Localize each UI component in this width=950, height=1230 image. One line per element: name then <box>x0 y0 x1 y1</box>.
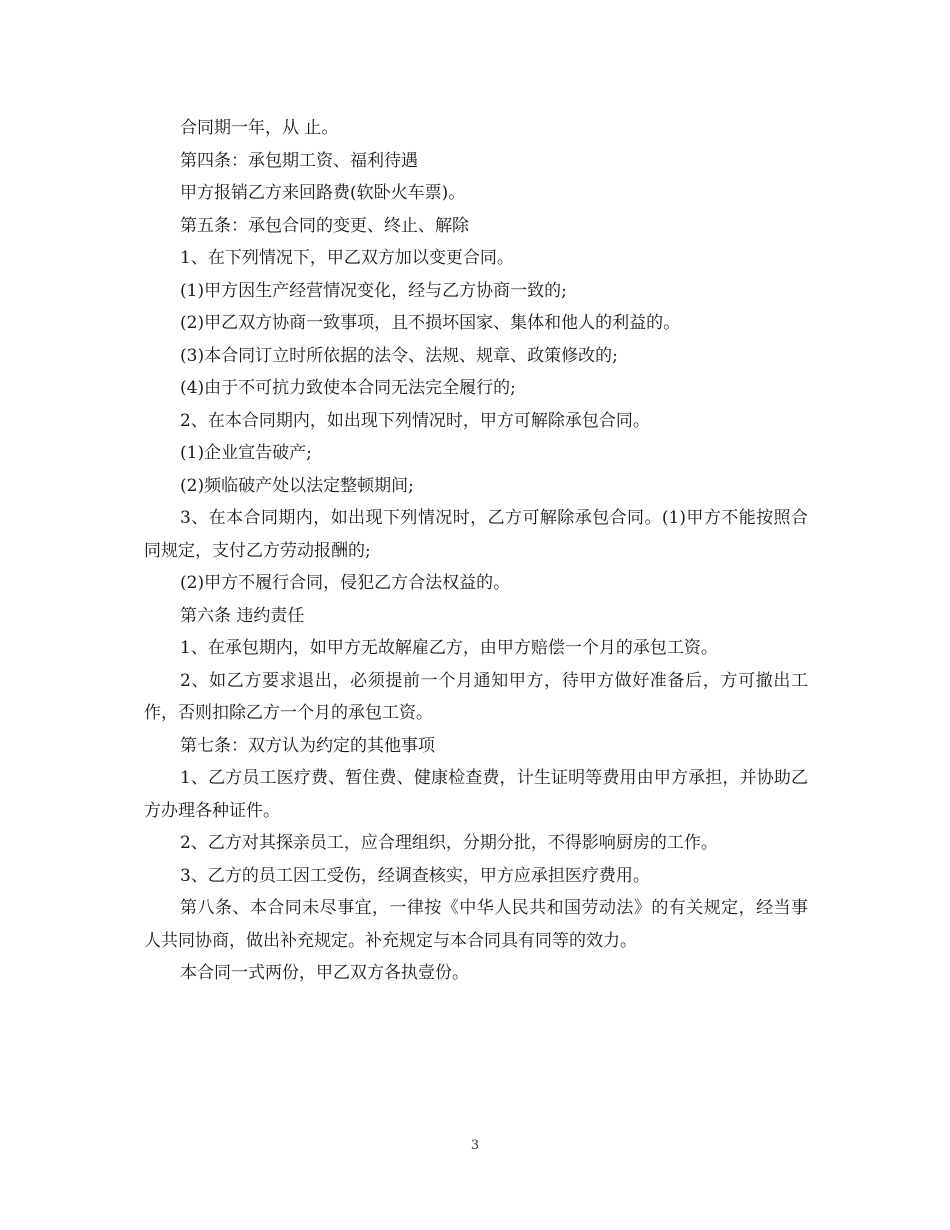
list-item-change-1: (1)甲方因生产经营情况变化，经与乙方协商一致的; <box>180 280 567 301</box>
heading-article-4: 第四条：承包期工资、福利待遇 <box>180 150 418 171</box>
list-item-termination-a-2: (2)频临破产处以法定整顿期间; <box>180 475 414 496</box>
list-item-change-2: (2)甲乙双方协商一致事项，且不损坏国家、集体和他人的利益的。 <box>180 313 681 333</box>
list-item-termination-b-2: (2)甲方不履行合同，侵犯乙方合法权益的。 <box>180 573 511 593</box>
paragraph-other-2: 2、乙方对其探亲员工，应合理组织，分期分批，不得影响厨房的工作。 <box>180 833 718 853</box>
paragraph-article-8: 第八条、本合同未尽事宜，一律按《中华人民共和国劳动法》的有关规定，经当事人共同协商，做出补充规定。补充规定与本合同具有同等的效力。 <box>144 898 808 951</box>
paragraph-liability-2: 2、如乙方要求退出，必须提前一个月通知甲方，待甲方做好准备后，方可撤出工作，否则扣除乙方一个月的承包工资。 <box>144 670 808 723</box>
paragraph-copies: 本合同一式两份，甲乙双方各执壹份。 <box>180 963 469 983</box>
list-item-change-3: (3)本合同订立时所依据的法令、法规、规章、政策修改的; <box>180 345 618 366</box>
paragraph-other-1: 1、乙方员工医疗费、暂住费、健康检查费，计生证明等费用由甲方承担，并协助乙方办理各种证件。 <box>144 768 808 821</box>
paragraph-change-conditions: 1、在下列情况下，甲乙双方加以变更合同。 <box>180 248 514 268</box>
list-item-termination-a-1: (1)企业宣告破产; <box>180 443 312 463</box>
paragraph-party-a-termination: 2、在本合同期内，如出现下列情况时，甲方可解除承包合同。 <box>180 410 650 431</box>
paragraph-other-3: 3、乙方的员工因工受伤，经调查核实，甲方应承担医疗费用。 <box>180 865 650 886</box>
document-body <box>144 112 808 990</box>
paragraph-liability-1: 1、在承包期内，如甲方无故解雇乙方，由甲方赔偿一个月的承包工资。 <box>180 638 718 658</box>
heading-article-5: 第五条：承包合同的变更、终止、解除 <box>180 215 469 236</box>
page-number: 3 <box>470 1138 480 1153</box>
heading-article-7: 第七条：双方认为约定的其他事项 <box>180 735 435 756</box>
paragraph-travel-expenses: 甲方报销乙方来回路费(软卧火车票)。 <box>180 183 466 203</box>
heading-article-6: 第六条 违约责任 <box>180 605 305 626</box>
list-item-change-4: (4)由于不可抗力致使本合同无法完全履行的; <box>180 378 516 398</box>
paragraph-term: 合同期一年，从 止。 <box>180 118 339 138</box>
paragraph-party-b-termination: 3、在本合同期内，如出现下列情况时，乙方可解除承包合同。(1)甲方不能按照合同规定，支付乙方劳动报酬的; <box>144 508 808 561</box>
